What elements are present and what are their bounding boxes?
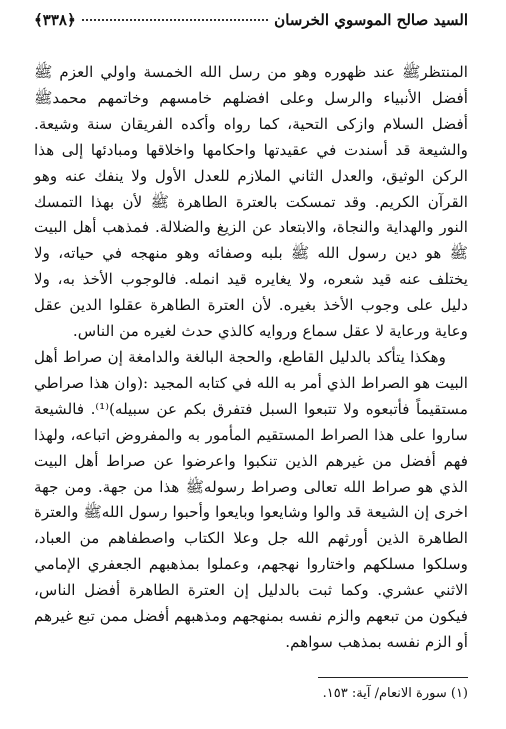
header-dotted-rule — [82, 19, 268, 21]
footnote: (١) سورة الانعام/ آية: ١٥٣. — [322, 686, 468, 701]
footnote-separator — [318, 677, 468, 678]
body-paragraph-1: المنتظرﷺ عند ظهوره وهو من رسل الله الخمسة واولي العزم ﷺ أفضل الأنبياء والرسل وعلى افضلهم خامسهم وخاتمهم محمدﷺ أفضل السلام وازكى التحية، كما رواه وأكده الفريقان سنة وشيعة. والشيعة قد أسندت في عقيدتها واحكامها واخلاقها ومبادئها إلى هذا الركن الوثيق، والعدل الثاني الملازم للعدل الأول ولا ينفك عنه وهو القرآن الكريم. وقد تمسكت بالعترة الطاهرة ﷺ لأن بهذا التمسك النور والهداية والنجاة، والابتعاد عن الزيغ والضلالة. فمذهب أهل البيت ﷺ هو دين رسول الله ﷺ بلبه وصفائه وهو منهجه في حياته، ولا يختلف عنه قيد شعره، ولا يغايره قيد انمله. فالوجوب الأخذ به، ولا دليل على وجوب الأخذ بغيره. لأن العترة الطاهرة عقلوا الدين عقل وعاية ورعاية لا عقل سماع وروايه كالذي حدث لغيره من الناس. — [34, 63, 468, 341]
page-header — [34, 8, 468, 32]
page-number: ﴿٣٣٨﴾ — [34, 11, 76, 29]
body-paragraph-2: وهكذا يتأكد بالدليل القاطع، والحجة البالغة والدامغة إن صراط أهل البيت هو الصراط الذي أمر به الله في كتابه المجيد :(وان هذا صراطي مستقيماً فأتبعوه ولا تتبعوا السبل فتفرق بكم عن سبيله)⁽¹⁾. فالشيعة ساروا على هذا الصراط المستقيم المأمور به والمفروض اتباعه، ولهذا فهم أفضل من غيرهم الذين تنكبوا واعرضوا عن صراط أهل البيت الذي هو صراط الله تعالى وصراط رسولهﷺ هذا من جهة. ومن جهة اخرى إن الشيعة قد والوا وشايعوا وبايعوا وأحبوا رسول اللهﷺ والعترة الطاهرة الذين أورثهم الله جل وعلا الكتاب واصطفاهم من العباد، وسلكوا مسلكهم واختاروا نهجهم، وعملوا بمذهبهم الجعفري الإمامي الاثني عشري. وكما ثبت بالدليل إن العترة الطاهرة أفضل الناس، فيكون من تبعهم والزم نفسه بمنهجهم ومذهبهم أفضل ممن تبع غيرهم أو الزم نفسه بمذهب سواهم. — [34, 347, 468, 651]
author-name: السيد صالح الموسوي الخرسان — [274, 11, 468, 29]
page-body — [34, 60, 468, 656]
